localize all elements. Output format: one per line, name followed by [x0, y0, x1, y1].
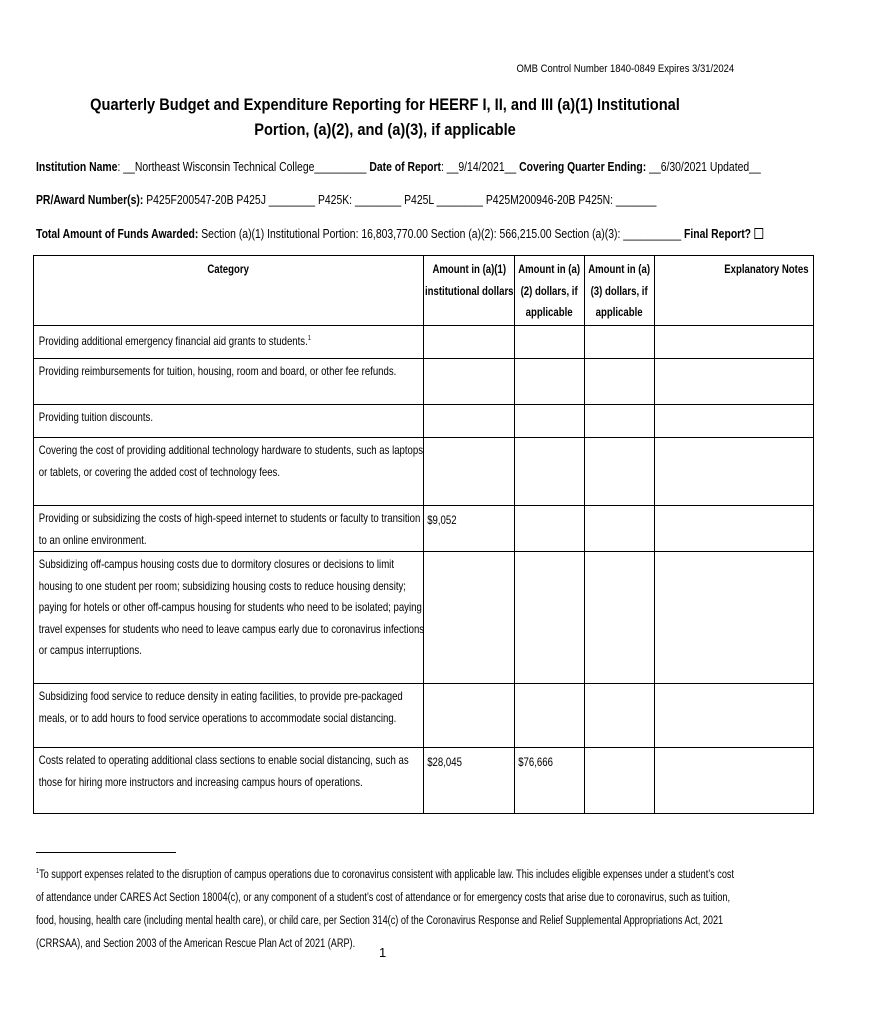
row-notes — [655, 506, 814, 552]
date-of-report-value: : __9/14/2021__ — [441, 159, 517, 174]
institution-name-label: Institution Name — [36, 159, 118, 174]
page-title: Quarterly Budget and Expenditure Reporting for HEERF I, II, and III (a)(1) Institutional Portion, (a)(2), and (a)(3), if applicable — [90, 95, 680, 139]
footnote-text: To support expenses related to the disruption of campus operations due to coronavirus consistent with applicable law. This includes eligible expenses under a student’s cost of attendance under CARES Act Section 18004(c), or any component of a student’s cost of attendance or for emergency costs that arise due to coronavirus, such as tuition, food, housing, health care (including mental health care), or child care, per Section 314(c) of the Coronavirus Response and Relief Supplemental Appropriations Act, 2021 (CRRSAA), and Section 2003 of the American Rescue Plan Act of 2021 (ARP). — [36, 869, 735, 950]
header-explanatory-notes: Explanatory Notes — [655, 256, 814, 326]
row-notes — [655, 438, 814, 506]
row-amount-a2 — [515, 552, 585, 684]
row-amount-a3 — [585, 748, 655, 814]
row-category: Providing or subsidizing the costs of high-speed internet to students or faculty to transition to an online environment. — [34, 506, 424, 552]
row-category: Providing tuition discounts. — [34, 405, 424, 438]
row-amount-a3 — [585, 359, 655, 405]
institution-line — [36, 159, 761, 174]
row-amount-a1 — [424, 438, 515, 506]
table-header-row — [34, 256, 814, 326]
footnote-marker: 1 — [36, 868, 40, 875]
covering-quarter-value: __6/30/2021 Updated__ — [649, 159, 761, 174]
total-funds-value: Section (a)(1) Institutional Portion: 16,803,770.00 Section (a)(2): 566,215.00 Section (a)(3): __________ — [201, 226, 682, 241]
row-category: Costs related to operating additional class sections to enable social distancing, such as those for hiring more instructors and increasing campus hours of operations. — [34, 748, 424, 814]
footnote-divider — [36, 852, 176, 853]
final-report-checkbox[interactable] — [754, 228, 763, 239]
row-amount-a3 — [585, 506, 655, 552]
row-amount-a2 — [515, 684, 585, 748]
row-notes — [655, 326, 814, 359]
row-category: Providing reimbursements for tuition, housing, room and board, or other fee refunds. — [34, 359, 424, 405]
page-number: 1 — [379, 945, 387, 960]
row-amount-a2 — [515, 405, 585, 438]
row-category: Providing additional emergency financial aid grants to students.$^1$ — [34, 326, 424, 359]
row-amount-a1: $9,052 — [424, 506, 515, 552]
final-report-label: Final Report? — [684, 226, 752, 241]
table-row — [34, 326, 814, 359]
row-amount-a3 — [585, 552, 655, 684]
row-amount-a1: $28,045 — [424, 748, 515, 814]
header-amount-a2: Amount in (a)(2) dollars, if applicable — [515, 256, 585, 326]
row-amount-a2 — [515, 359, 585, 405]
row-amount-a1 — [424, 552, 515, 684]
row-notes — [655, 552, 814, 684]
covering-quarter-label: Covering Quarter Ending: — [519, 159, 647, 174]
table-row — [34, 405, 814, 438]
row-notes — [655, 684, 814, 748]
row-category: Subsidizing off-campus housing costs due to dormitory closures or decisions to limit housing to one student per room; subsidizing housing costs to reduce housing density; paying for hotels or other off-campus housing for students who need to be isolated; paying travel expenses for students who need to leave campus early due to coronavirus infections or campus interruptions. — [34, 552, 424, 684]
row-category: Subsidizing food service to reduce density in eating facilities, to provide pre-packaged meals, or to add hours to food service operations to accommodate social distancing. — [34, 684, 424, 748]
table-row — [34, 684, 814, 748]
table-row — [34, 748, 814, 814]
row-amount-a2: $76,666 — [515, 748, 585, 814]
header-amount-a3: Amount in (a)(3) dollars, if applicable — [585, 256, 655, 326]
budget-table — [33, 255, 814, 814]
row-category: Covering the cost of providing additional technology hardware to students, such as laptops or tablets, or covering the added cost of technology fees. — [34, 438, 424, 506]
header-category: Category — [34, 256, 424, 326]
total-funds-label: Total Amount of Funds Awarded: — [36, 226, 199, 241]
row-notes — [655, 405, 814, 438]
funds-line — [36, 226, 763, 241]
footnote — [36, 860, 736, 956]
award-line — [36, 192, 656, 207]
table-row — [34, 552, 814, 684]
table-row — [34, 506, 814, 552]
award-numbers-label: PR/Award Number(s): — [36, 192, 144, 207]
row-amount-a2 — [515, 438, 585, 506]
omb-control-number: OMB Control Number 1840-0849 Expires 3/31/2024 — [516, 63, 734, 75]
header-amount-a1: Amount in (a)(1) institutional dollars — [424, 256, 515, 326]
row-amount-a3 — [585, 684, 655, 748]
institution-name-value: : __Northeast Wisconsin Technical College_________ — [117, 159, 367, 174]
award-numbers-value: P425F200547-20B P425J ________ P425K: ________ P425L ________ P425M200946-20B P425N: _______ — [146, 192, 657, 207]
table-row — [34, 438, 814, 506]
row-amount-a3 — [585, 405, 655, 438]
row-amount-a2 — [515, 326, 585, 359]
row-amount-a1 — [424, 684, 515, 748]
row-amount-a1 — [424, 359, 515, 405]
date-of-report-label: Date of Report — [369, 159, 442, 174]
row-amount-a3 — [585, 326, 655, 359]
row-amount-a2 — [515, 506, 585, 552]
table-row — [34, 359, 814, 405]
row-amount-a3 — [585, 438, 655, 506]
row-amount-a1 — [424, 405, 515, 438]
row-amount-a1 — [424, 326, 515, 359]
row-notes — [655, 359, 814, 405]
row-notes — [655, 748, 814, 814]
